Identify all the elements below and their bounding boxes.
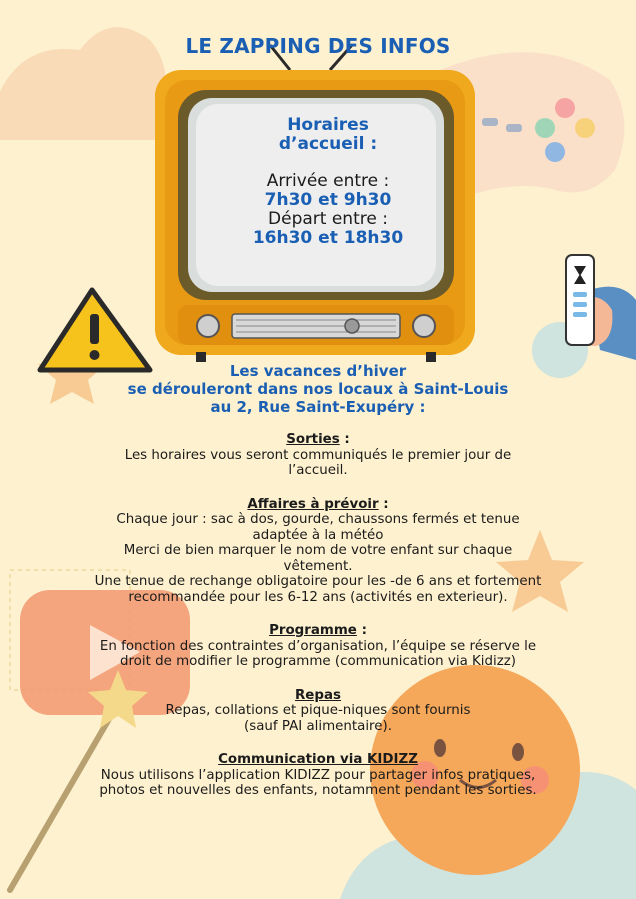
- section-line: En fonction des contraintes d’organisation, l’équipe se réserve le: [99, 638, 537, 654]
- section-line: Merci de bien marquer le nom de votre enfant sur chaque: [123, 543, 513, 558]
- intro-text: [40, 362, 596, 416]
- intro-line: Les vacances d’hiver: [229, 362, 407, 380]
- section-title: Repas: [295, 687, 341, 703]
- section-programme: [20, 623, 616, 670]
- intro-line: se dérouleront dans nos locaux à Saint-Louis: [127, 380, 509, 398]
- section-line: Une tenue de rechange obligatoire pour les -de 6 ans et fortement: [94, 574, 542, 589]
- section-title: Programme :: [269, 623, 367, 638]
- section-sorties: [20, 432, 616, 479]
- section-line: adaptée à la météo: [252, 527, 384, 543]
- arrival-time: 7h30 et 9h30: [264, 190, 392, 210]
- departure-time: 16h30 et 18h30: [252, 228, 404, 248]
- section-title: Affaires à prévoir :: [247, 496, 389, 512]
- section-line: Repas, collations et pique-niques sont fournis: [165, 703, 471, 718]
- opening-hours-heading: Horaires: [287, 115, 369, 135]
- departure-label: Départ entre :: [268, 209, 388, 229]
- section-line: vêtement.: [283, 558, 353, 574]
- info-sections: [20, 432, 616, 799]
- section-line: droit de modifier le programme (communication via Kidizz): [119, 654, 517, 669]
- section-repas: [20, 688, 616, 735]
- section-line: photos et nouvelles des enfants, notamment pendant les sorties.: [99, 783, 537, 798]
- opening-hours-heading-line2: d’accueil :: [278, 134, 378, 154]
- section-line: Les horaires vous seront communiqués le premier jour de: [124, 447, 512, 463]
- tv-screen-content: [208, 116, 448, 248]
- section-line: Nous utilisons l’application KIDIZZ pour partager infos pratiques,: [100, 767, 536, 783]
- remote-control-icon: [566, 255, 636, 360]
- section-affaires: [20, 497, 616, 606]
- page-title: LE ZAPPING DES INFOS: [185, 34, 451, 58]
- arrival-label: Arrivée entre :: [266, 171, 390, 191]
- section-title: Communication via KIDIZZ: [218, 752, 418, 767]
- section-line: recommandée pour les 6-12 ans (activités en exterieur).: [128, 589, 508, 605]
- section-title: Sorties :: [286, 432, 350, 447]
- section-line: Chaque jour : sac à dos, gourde, chaussons fermés et tenue: [116, 512, 520, 527]
- section-line: (sauf PAI alimentaire).: [244, 718, 392, 734]
- intro-line: au 2, Rue Saint-Exupéry :: [210, 398, 426, 416]
- warning-sign-icon: [40, 290, 150, 370]
- section-communication: [20, 752, 616, 799]
- section-line: l’accueil.: [288, 463, 348, 478]
